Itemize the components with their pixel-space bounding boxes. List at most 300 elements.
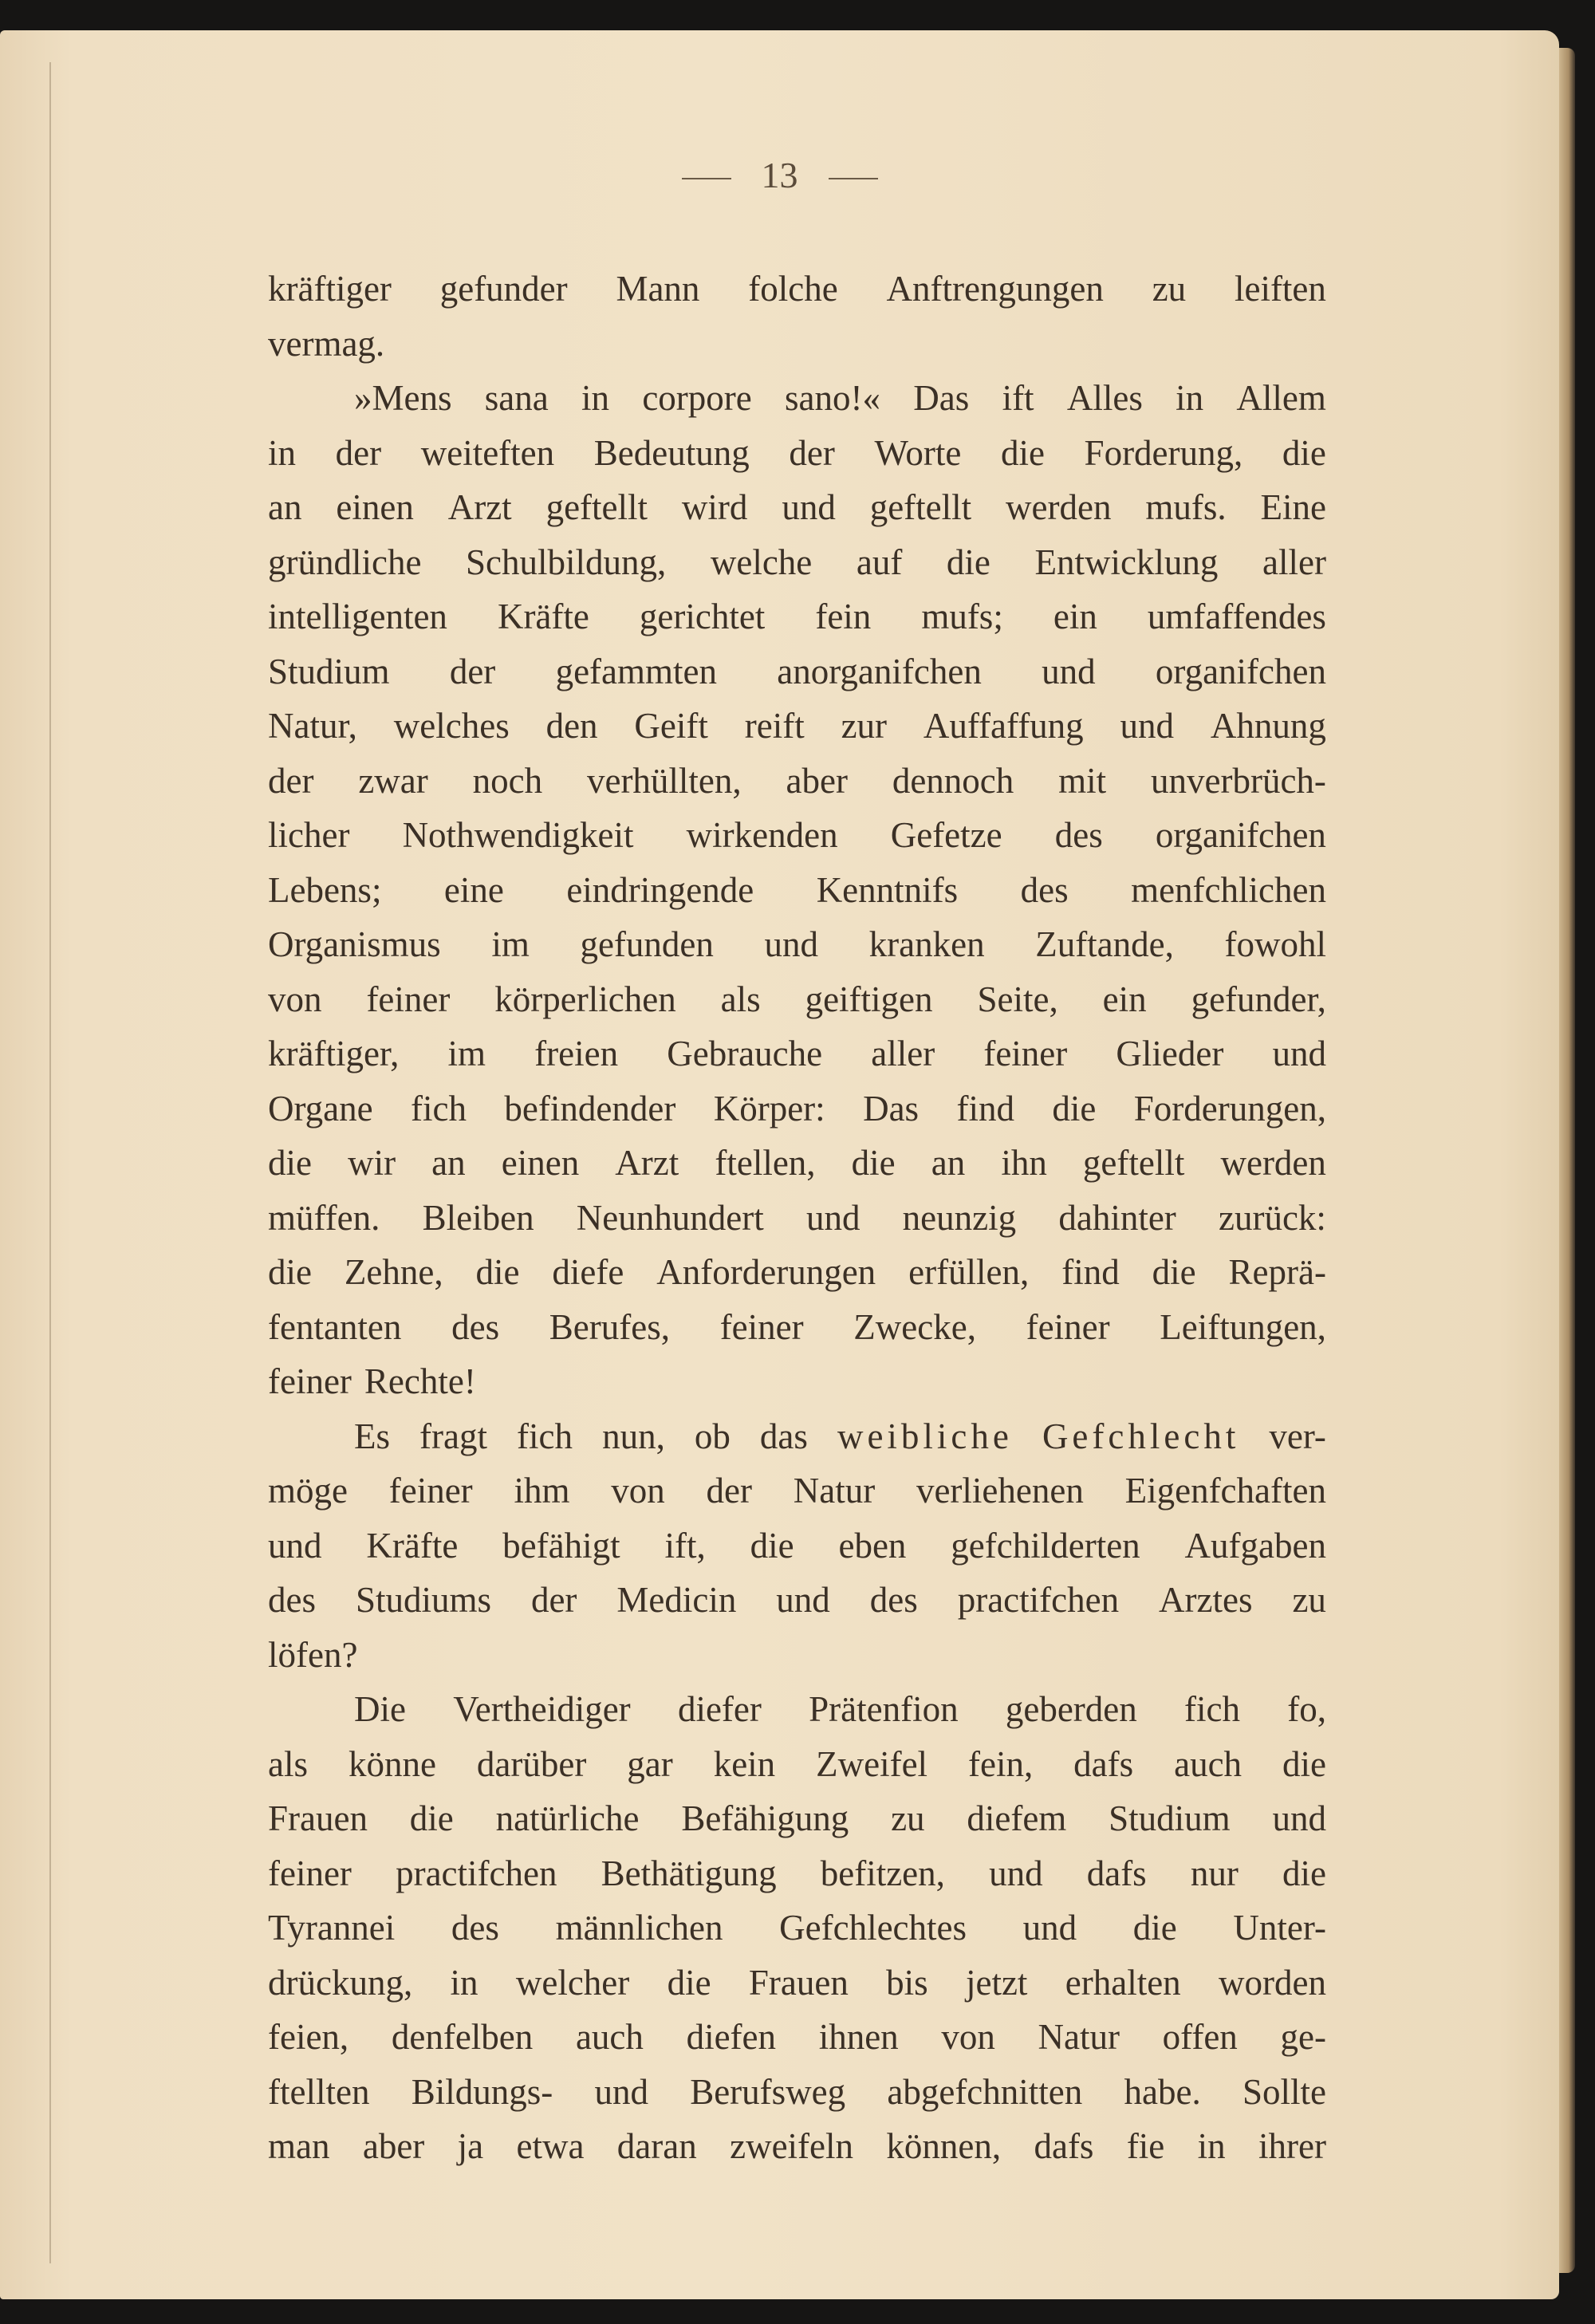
word: practifchen — [396, 1853, 557, 1893]
word: zu — [891, 1798, 925, 1838]
text-line — [268, 1737, 1326, 1792]
word: gerichtet — [639, 597, 766, 636]
text-line — [268, 480, 1326, 535]
word: vermag. — [268, 323, 385, 364]
word: Unter- — [1233, 1908, 1326, 1948]
word: des — [268, 1580, 316, 1620]
text-line — [268, 699, 1326, 754]
word: Leiftungen, — [1160, 1306, 1326, 1347]
word: Arzt — [447, 487, 512, 527]
word: die — [1282, 432, 1326, 473]
word: Die — [354, 1689, 406, 1729]
word: ift, — [664, 1525, 706, 1566]
word: Worte — [874, 432, 962, 473]
word: licher — [268, 815, 350, 855]
word: anorganifchen — [777, 651, 982, 691]
word: als — [720, 979, 761, 1019]
word: diefem — [967, 1798, 1067, 1838]
word: Ahnung — [1210, 706, 1326, 746]
word: Aufgaben — [1184, 1525, 1326, 1566]
word: und — [1042, 651, 1096, 691]
word: dafs — [1086, 1853, 1147, 1893]
word: Neunhundert — [576, 1197, 764, 1238]
word: Gebrauche — [667, 1034, 823, 1073]
word: ihm — [514, 1471, 570, 1511]
word: werden — [1006, 487, 1112, 527]
word: der — [789, 432, 835, 473]
text-line — [268, 2119, 1326, 2174]
word: abgefchnitten — [887, 2071, 1083, 2112]
word: geberden — [1005, 1689, 1137, 1729]
word: werden — [1220, 1143, 1326, 1183]
word: Bedeutung — [593, 432, 750, 473]
word: offen — [1162, 2017, 1238, 2057]
word: und — [594, 2071, 648, 2112]
word: ge- — [1280, 2017, 1326, 2057]
word: ihrer — [1258, 2126, 1326, 2166]
word: fich — [411, 1088, 467, 1129]
word: unverbrüch- — [1151, 760, 1326, 801]
text-line — [268, 317, 1326, 372]
word: dafs — [1034, 2126, 1094, 2166]
word: Geift — [634, 706, 708, 746]
word: die — [1282, 1853, 1326, 1893]
word: auf — [856, 542, 903, 582]
word: aller — [871, 1034, 935, 1073]
word: welches — [393, 706, 510, 746]
word: Natur — [793, 1471, 876, 1511]
word: darüber — [476, 1743, 587, 1784]
word: der — [335, 432, 382, 473]
word: und — [1120, 706, 1175, 746]
word: Arzt — [615, 1143, 679, 1183]
word: feiner — [1026, 1306, 1110, 1347]
word: Frauen — [268, 1798, 368, 1838]
word: und — [782, 487, 836, 527]
word: geftellt — [545, 487, 648, 527]
word: und — [989, 1853, 1043, 1893]
word: befindender — [504, 1088, 676, 1129]
word: Das — [863, 1088, 920, 1129]
word: feiner — [268, 1853, 352, 1893]
word: Auffaffung — [923, 706, 1084, 746]
word: Organismus — [268, 924, 441, 964]
word: etwa — [516, 2126, 585, 2166]
word: und — [1272, 1798, 1326, 1838]
word: noch — [472, 760, 543, 801]
word: feiner — [366, 979, 451, 1019]
word: Glieder — [1116, 1034, 1224, 1073]
word: daran — [616, 2126, 697, 2166]
word: man — [268, 2126, 330, 2166]
word: in — [1197, 2126, 1226, 2166]
word: und — [268, 1525, 322, 1566]
text-line — [268, 1682, 1326, 1737]
text-line — [268, 1901, 1326, 1956]
word: die — [1132, 1908, 1177, 1948]
word: zu — [1152, 269, 1187, 309]
word: Eigenfchaften — [1124, 1471, 1326, 1511]
text-line — [268, 1136, 1326, 1191]
text-line — [268, 863, 1326, 918]
word: Berufes, — [549, 1306, 670, 1347]
word: ein — [1102, 979, 1147, 1019]
word: find — [1061, 1252, 1120, 1292]
word: ver- — [1269, 1416, 1326, 1456]
word: Gefchlechtes — [779, 1908, 967, 1948]
word: müffen. — [268, 1197, 380, 1238]
word: die — [409, 1798, 454, 1838]
word: eine — [443, 869, 504, 910]
word: find — [956, 1088, 1014, 1129]
text-line — [268, 1846, 1326, 1901]
word: Zwecke, — [853, 1306, 976, 1347]
word: gefunder — [439, 269, 568, 309]
word: Zweifel — [816, 1743, 928, 1784]
word: intelligenten — [268, 597, 447, 636]
word: in — [581, 378, 610, 418]
word: ein — [1053, 597, 1097, 636]
word: erhalten — [1065, 1962, 1181, 2003]
word: Organe — [268, 1088, 373, 1129]
word: fich — [517, 1416, 573, 1456]
text-line — [268, 2065, 1326, 2120]
word: ihn — [1001, 1143, 1047, 1183]
word: Forderungen, — [1133, 1088, 1326, 1129]
word: weiteften — [420, 432, 555, 473]
word: Arztes — [1159, 1580, 1253, 1620]
word: fie — [1126, 2126, 1165, 2166]
word: ihnen — [818, 2017, 899, 2057]
word: gründliche — [268, 542, 422, 582]
word: Anforderungen — [656, 1252, 876, 1292]
word: Studiums — [355, 1580, 491, 1620]
word: organifchen — [1155, 815, 1326, 855]
word: Entwicklung — [1034, 542, 1219, 582]
word: reift — [744, 706, 805, 746]
word: habe. — [1124, 2071, 1201, 2112]
word: kranken — [868, 924, 985, 964]
word: Berufsweg — [690, 2071, 846, 2112]
word: corpore — [642, 378, 752, 418]
word: und — [1022, 1908, 1077, 1948]
word: der — [449, 651, 496, 691]
word: geftellt — [869, 487, 972, 527]
word: Seite, — [977, 979, 1058, 1019]
word: eindringende — [566, 869, 754, 910]
word: einen — [336, 487, 414, 527]
word: die — [1000, 432, 1045, 473]
text-line — [268, 754, 1326, 809]
word: ftellten — [268, 2071, 370, 2112]
word: natürliche — [495, 1798, 640, 1838]
word: ftellen, — [715, 1143, 816, 1183]
word: in — [1176, 378, 1204, 418]
word: geiftigen — [805, 979, 933, 1019]
word: nur — [1190, 1853, 1239, 1893]
word: das — [759, 1416, 808, 1456]
word: Studium — [268, 651, 390, 691]
word: umfaffendes — [1147, 597, 1326, 636]
word: aber — [362, 2126, 425, 2166]
word: ob — [694, 1416, 731, 1456]
word: diefer — [677, 1689, 762, 1729]
word: zwar — [358, 760, 428, 801]
word: Körper: — [713, 1088, 825, 1129]
page-edge — [1559, 48, 1575, 2273]
word: diefen — [686, 2017, 777, 2057]
word: Kräfte — [497, 597, 589, 636]
word: als — [268, 1743, 308, 1784]
text-line — [268, 1191, 1326, 1246]
word: Prätenfion — [809, 1689, 959, 1729]
word: gar — [627, 1743, 673, 1784]
word: im — [447, 1034, 486, 1073]
word: zweifeln — [730, 2126, 854, 2166]
word: zur — [841, 706, 888, 746]
word: Reprä- — [1228, 1252, 1326, 1292]
word: mufs; — [921, 597, 1003, 636]
word: aber — [786, 760, 848, 801]
word: neunzig — [902, 1197, 1017, 1238]
text-line — [268, 1026, 1326, 1081]
word: ift — [1002, 378, 1034, 418]
word: Das — [913, 378, 970, 418]
word: feiner — [983, 1034, 1068, 1073]
word: feiner — [719, 1306, 804, 1347]
word: fentanten — [268, 1306, 402, 1347]
word: den — [545, 706, 598, 746]
word: können, — [886, 2126, 1002, 2166]
word: sano!« — [785, 378, 881, 418]
word: die — [750, 1525, 794, 1566]
word: freien — [534, 1034, 619, 1073]
word: und — [805, 1197, 861, 1238]
word: des — [451, 1306, 500, 1347]
word: zurück: — [1219, 1197, 1326, 1238]
word: feiner — [268, 1361, 352, 1401]
word: an — [268, 487, 302, 527]
book-page — [0, 30, 1559, 2299]
word: nun, — [602, 1416, 665, 1456]
text-line — [268, 1354, 1326, 1409]
word: die — [667, 1962, 711, 2003]
word: dahinter — [1058, 1197, 1176, 1238]
word: die — [1282, 1743, 1326, 1784]
word: gefunder, — [1191, 979, 1326, 1019]
word: fich — [1184, 1689, 1240, 1729]
text-line — [268, 1409, 1326, 1464]
word: Tyrannei — [268, 1908, 396, 1948]
word: jetzt — [965, 1962, 1028, 2003]
word: Schulbildung, — [466, 542, 667, 582]
text-line — [268, 972, 1326, 1027]
word: zu — [1292, 1580, 1326, 1620]
word: Kenntnifs — [816, 869, 959, 910]
word: »Mens — [354, 378, 452, 418]
word: Medicin — [616, 1580, 737, 1620]
word: gefchilderten — [951, 1525, 1140, 1566]
word: gefunden — [580, 924, 714, 964]
word: auch — [1174, 1743, 1243, 1784]
word: Natur, — [268, 706, 357, 746]
word: auch — [575, 2017, 644, 2057]
word: verliehenen — [916, 1471, 1084, 1511]
word: Natur — [1038, 2017, 1120, 2057]
text-line — [268, 1628, 1326, 1683]
word: körperlichen — [494, 979, 676, 1019]
word: des — [869, 1580, 918, 1620]
text-line — [268, 426, 1326, 481]
word: fo, — [1287, 1689, 1326, 1729]
word: Nothwendigkeit — [402, 815, 634, 855]
word: Gefchlecht — [1042, 1416, 1240, 1456]
word: Bethätigung — [601, 1853, 777, 1893]
word: Alles — [1066, 378, 1143, 418]
word: die — [851, 1143, 896, 1183]
word: die — [268, 1252, 312, 1292]
text-line — [268, 1081, 1326, 1136]
word: eben — [838, 1525, 907, 1566]
word: weibliche — [837, 1416, 1013, 1456]
text-line — [268, 1518, 1326, 1574]
word: geftellt — [1082, 1143, 1185, 1183]
word: erfüllen, — [908, 1252, 1030, 1292]
word: an — [931, 1143, 966, 1183]
word: diefe — [552, 1252, 624, 1292]
word: Zehne, — [344, 1252, 443, 1292]
word: einen — [501, 1143, 580, 1183]
word: an — [431, 1143, 466, 1183]
text-line — [268, 1791, 1326, 1846]
word: Zuftande, — [1035, 924, 1174, 964]
word: dafs — [1073, 1743, 1134, 1784]
word: der — [530, 1580, 577, 1620]
word: Kräfte — [366, 1525, 459, 1566]
word: organifchen — [1155, 651, 1326, 691]
text-line — [268, 535, 1326, 590]
word: Vertheidiger — [453, 1689, 631, 1729]
word: in — [450, 1962, 478, 2003]
word: gefammten — [555, 651, 717, 691]
word: Lebens; — [268, 869, 382, 910]
word: bis — [886, 1962, 928, 2003]
word: folche — [748, 269, 838, 309]
word: sana — [484, 378, 549, 418]
word: Rechte! — [364, 1361, 476, 1401]
word: feien, — [268, 2017, 349, 2057]
word: mufs. — [1145, 487, 1227, 527]
word: wirkenden — [686, 815, 838, 855]
word: Bleiben — [422, 1197, 534, 1238]
word: befähigt — [502, 1525, 620, 1566]
word: fragt — [419, 1416, 487, 1456]
word: Sollte — [1242, 2071, 1326, 2112]
word: die — [1052, 1088, 1097, 1129]
word: löfen? — [268, 1634, 358, 1675]
word: befitzen, — [820, 1853, 945, 1893]
binding-shadow — [49, 62, 51, 2263]
word: Gefetze — [890, 815, 1002, 855]
word: von — [268, 979, 322, 1019]
text-line — [268, 1245, 1326, 1300]
word: von — [941, 2017, 995, 2057]
word: denfelben — [391, 2017, 534, 2057]
text-line — [268, 262, 1326, 317]
word: der — [706, 1471, 752, 1511]
word: Bildungs- — [411, 2071, 553, 2112]
word: Studium — [1109, 1798, 1231, 1838]
word: aller — [1262, 542, 1326, 582]
word: fein, — [968, 1743, 1034, 1784]
word: worden — [1219, 1962, 1326, 2003]
word: und — [764, 924, 819, 964]
word: im — [491, 924, 530, 964]
word: Allem — [1236, 378, 1326, 418]
word: Befähigung — [681, 1798, 849, 1838]
header-dash-left — [682, 178, 731, 179]
word: des — [1020, 869, 1069, 910]
word: männlichen — [555, 1908, 723, 1948]
text-line — [268, 1463, 1326, 1518]
word: Mann — [616, 269, 700, 309]
word: der — [268, 760, 314, 801]
text-line — [268, 917, 1326, 972]
word: mit — [1058, 760, 1107, 801]
word: kräftiger — [268, 269, 392, 309]
word: und — [1272, 1034, 1326, 1073]
text-line — [268, 371, 1326, 426]
word: die — [475, 1252, 520, 1292]
word: die — [946, 542, 990, 582]
word: fowohl — [1224, 924, 1326, 964]
body-text — [268, 262, 1326, 2174]
word: die — [268, 1143, 312, 1183]
word: feiner — [388, 1471, 473, 1511]
word: ja — [457, 2126, 484, 2166]
text-line — [268, 2010, 1326, 2065]
page-header — [0, 154, 1559, 196]
word: Frauen — [748, 1962, 849, 2003]
word: kräftiger, — [268, 1034, 400, 1073]
word: drückung, — [268, 1962, 413, 2003]
text-line — [268, 589, 1326, 644]
word: möge — [268, 1471, 348, 1511]
word: des — [1054, 815, 1103, 855]
word: fein — [815, 597, 872, 636]
word: von — [611, 1471, 665, 1511]
word: verhüllten, — [586, 760, 742, 801]
word: practifchen — [957, 1580, 1120, 1620]
word: dennoch — [892, 760, 1014, 801]
word: welcher — [515, 1962, 630, 2003]
word: Anftrengungen — [886, 269, 1104, 309]
word: wird — [681, 487, 748, 527]
header-dash-right — [829, 178, 878, 179]
word: Forderung, — [1084, 432, 1243, 473]
word: kein — [713, 1743, 776, 1784]
word: in — [268, 432, 297, 473]
word: die — [1152, 1252, 1196, 1292]
word: menfchlichen — [1131, 869, 1326, 910]
text-line — [268, 1300, 1326, 1355]
page-number: 13 — [761, 155, 798, 195]
text-line — [268, 644, 1326, 699]
word: welche — [710, 542, 813, 582]
word: könne — [348, 1743, 436, 1784]
word: wir — [348, 1143, 396, 1183]
text-line — [268, 808, 1326, 863]
